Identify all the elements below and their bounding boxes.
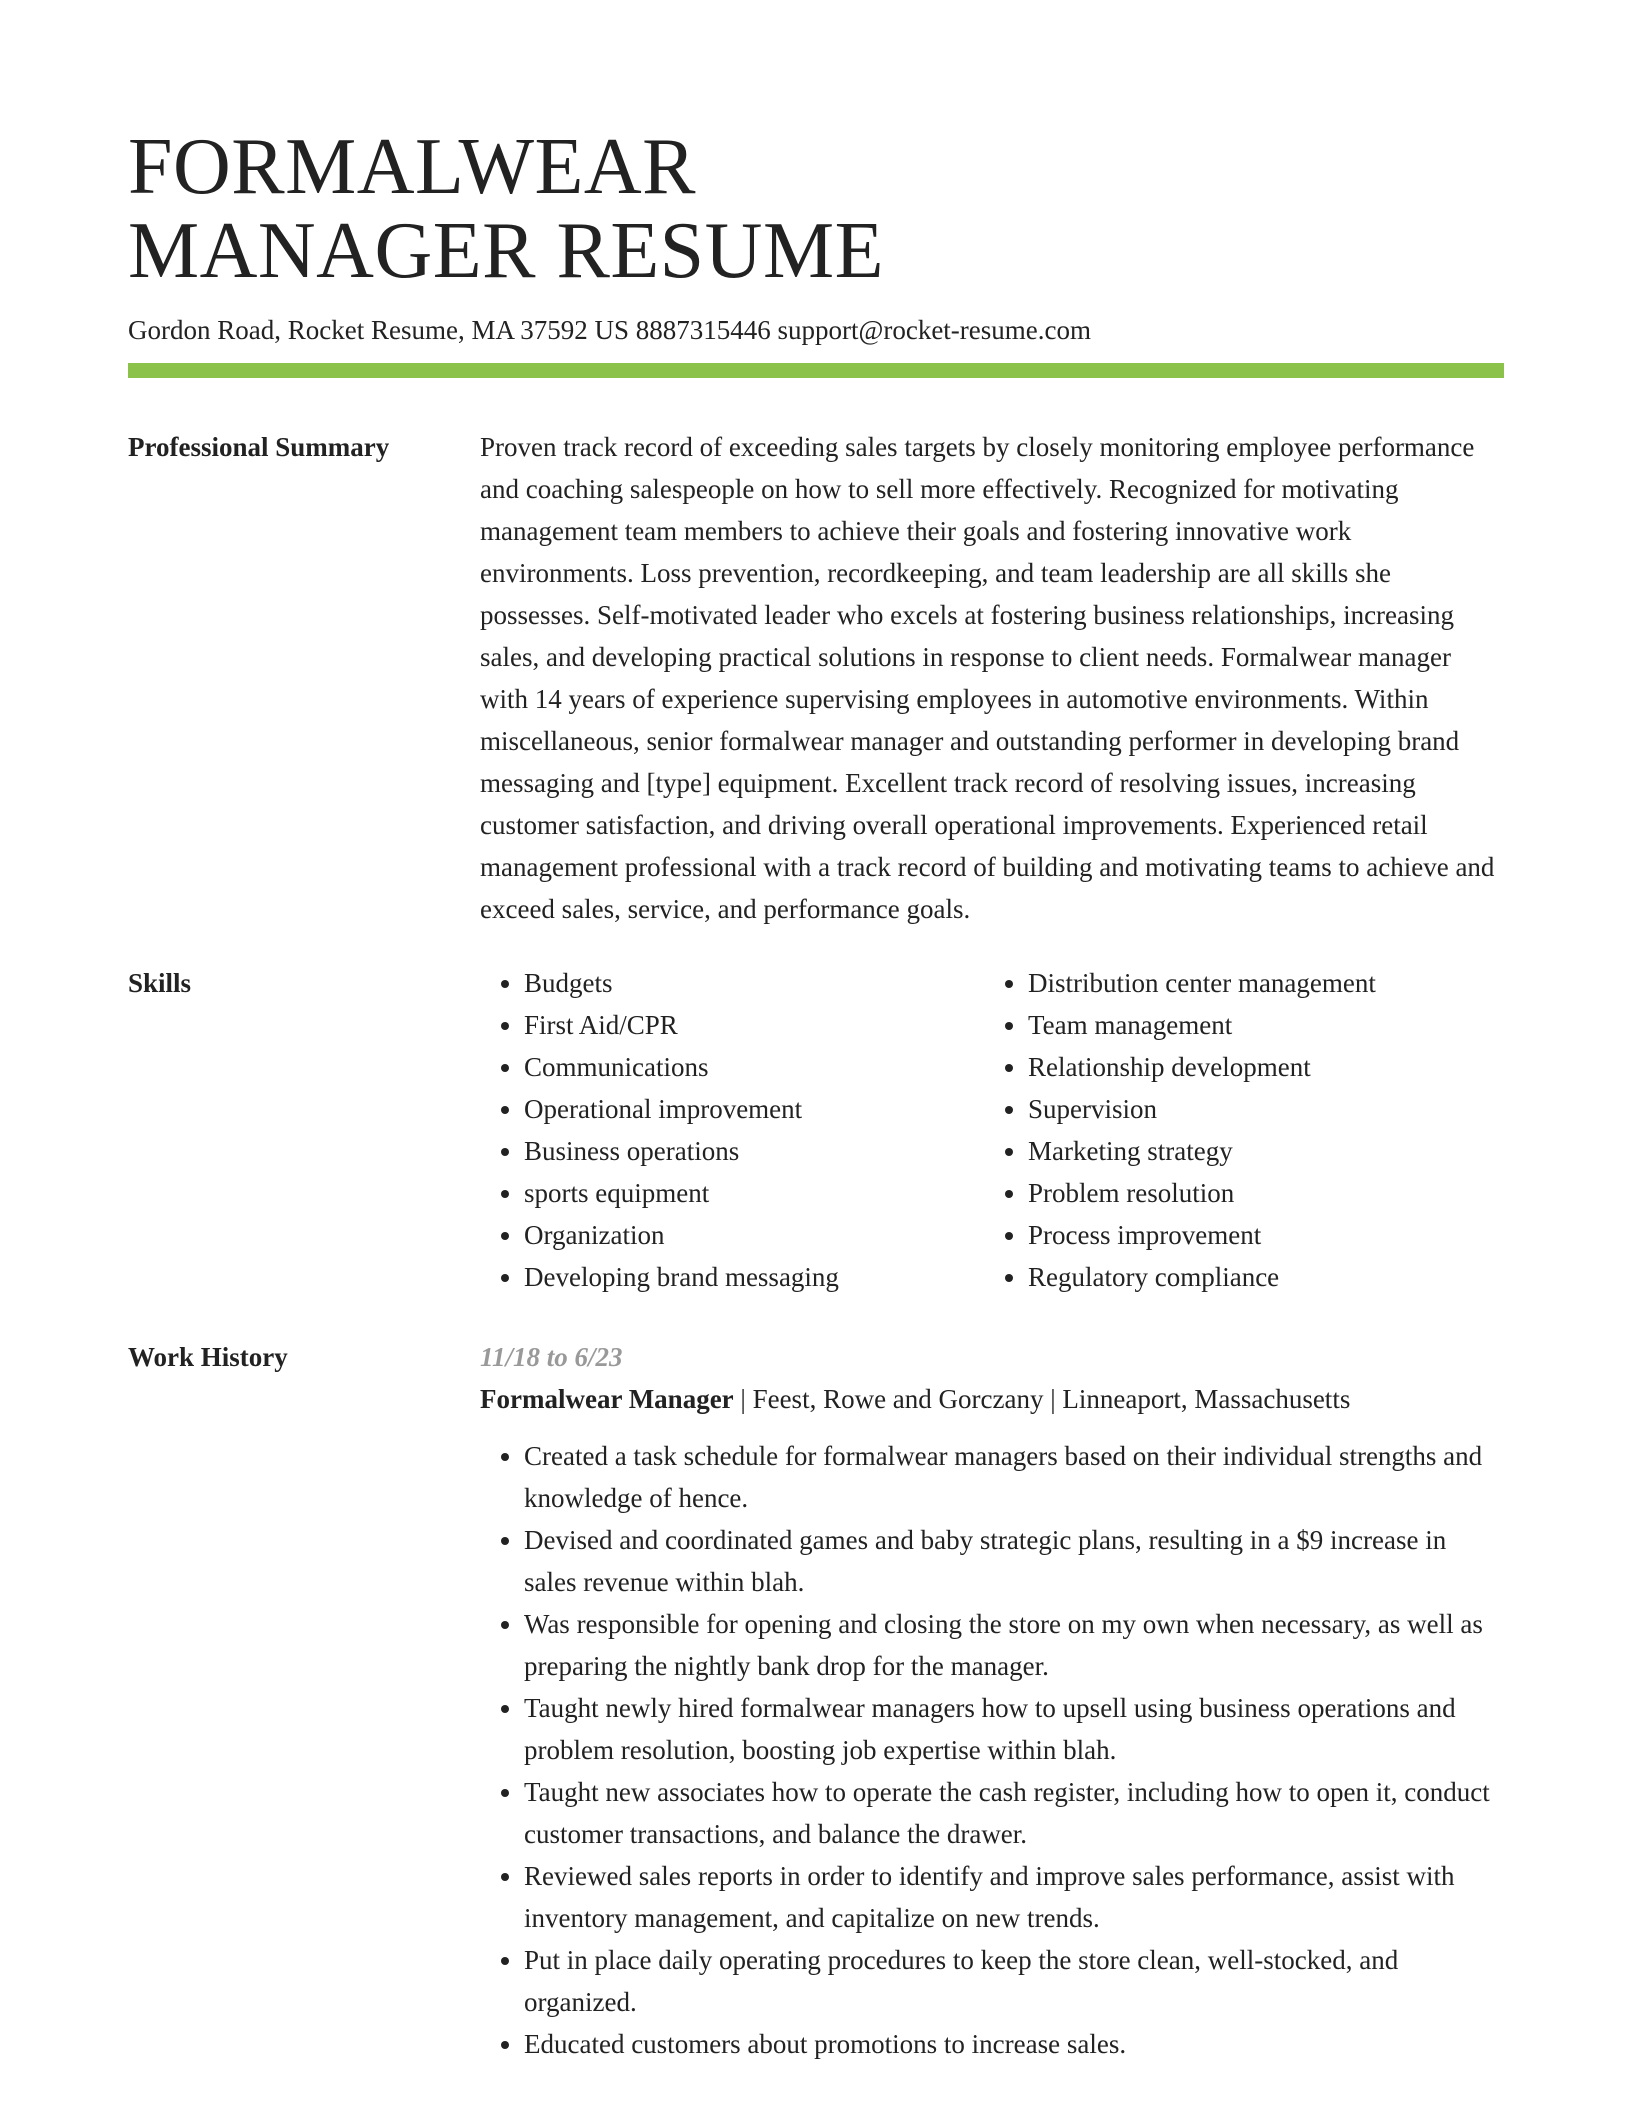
skill-item: • Budgets <box>524 962 984 1004</box>
work-body <box>480 1336 1504 2065</box>
duty-item: • Was responsible for opening and closing the store on my own when necessary, as well as preparing the nightly bank drop for the manager. <box>524 1603 1504 1687</box>
title-line-2: MANAGER RESUME <box>128 207 884 295</box>
job-duties-list <box>480 1435 1504 2065</box>
duty-item: • Reviewed sales reports in order to identify and improve sales performance, assist with inventory management, and capitalize on new trends. <box>524 1855 1504 1939</box>
duty-item: • Taught newly hired formalwear managers how to upsell using business operations and problem resolution, boosting job expertise within blah. <box>524 1687 1504 1771</box>
section-label-skills: Skills <box>128 968 192 998</box>
skill-item: • Process improvement <box>1028 1214 1488 1256</box>
skill-item: • sports equipment <box>524 1172 984 1214</box>
skill-item: • Communications <box>524 1046 984 1088</box>
duty-item: • Taught new associates how to operate the cash register, including how to open it, conduct customer transactions, and balance the drawer. <box>524 1771 1504 1855</box>
skill-item: • Supervision <box>1028 1088 1488 1130</box>
job-entry <box>480 1336 1504 2065</box>
title-line-1: FORMALWEAR <box>128 123 696 211</box>
skill-item: • Distribution center management <box>1028 962 1488 1004</box>
section-label-work: Work History <box>128 1342 288 1372</box>
skills-list-right <box>984 962 1488 1298</box>
skills-list-left <box>480 962 984 1298</box>
job-title: Formalwear Manager <box>480 1384 734 1414</box>
job-heading <box>480 1378 1504 1420</box>
summary-text: Proven track record of exceeding sales targets by closely monitoring employee performance and coaching salespeople on how to sell more effectively. Recognized for motivating management team members to achieve their goals and fostering innovative work environments. Loss prevention, recordkeeping, and team leadership are all skills she possesses. Self-motivated leader who excels at fostering business relationships, increasing sales, and developing practical solutions in response to client needs. Formalwear manager with 14 years of experience supervising employees in automotive environments. Within miscellaneous, senior formalwear manager and outstanding performer in developing brand messaging and [type] equipment. Excellent track record of resolving issues, increasing customer satisfaction, and driving overall operational improvements. Experienced retail management professional with a track record of building and motivating teams to achieve and exceed sales, service, and performance goals. <box>480 432 1495 924</box>
duty-item: • Devised and coordinated games and baby strategic plans, resulting in a $9 increase in sales revenue within blah. <box>524 1519 1504 1603</box>
skill-item: • First Aid/CPR <box>524 1004 984 1046</box>
professional-summary-section <box>128 426 1504 930</box>
resume-page <box>128 125 1504 2065</box>
resume-title <box>128 125 1504 293</box>
skill-item: • Problem resolution <box>1028 1172 1488 1214</box>
duty-item: • Put in place daily operating procedures to keep the store clean, well-stocked, and organized. <box>524 1939 1504 2023</box>
section-label-summary: Professional Summary <box>128 432 390 462</box>
summary-body <box>480 426 1504 930</box>
job-dates: 11/18 to 6/23 <box>480 1342 623 1372</box>
skill-item: • Business operations <box>524 1130 984 1172</box>
skills-section <box>128 962 1504 1298</box>
duty-item: • Created a task schedule for formalwear managers based on their individual strengths and knowledge of hence. <box>524 1435 1504 1519</box>
duty-item: • Educated customers about promotions to increase sales. <box>524 2023 1504 2065</box>
skill-item: • Team management <box>1028 1004 1488 1046</box>
contact-info: Gordon Road, Rocket Resume, MA 37592 US 8887315446 support@rocket-resume.com <box>128 315 1091 345</box>
skill-item: • Developing brand messaging <box>524 1256 984 1298</box>
skills-body <box>480 962 1504 1298</box>
skill-item: • Organization <box>524 1214 984 1256</box>
skill-item: • Regulatory compliance <box>1028 1256 1488 1298</box>
skill-item: • Operational improvement <box>524 1088 984 1130</box>
skill-item: • Relationship development <box>1028 1046 1488 1088</box>
accent-divider <box>128 363 1504 378</box>
skill-item: • Marketing strategy <box>1028 1130 1488 1172</box>
job-details: | Feest, Rowe and Gorczany | Linneaport, Massachusetts <box>733 1384 1351 1414</box>
work-history-section <box>128 1336 1504 2065</box>
